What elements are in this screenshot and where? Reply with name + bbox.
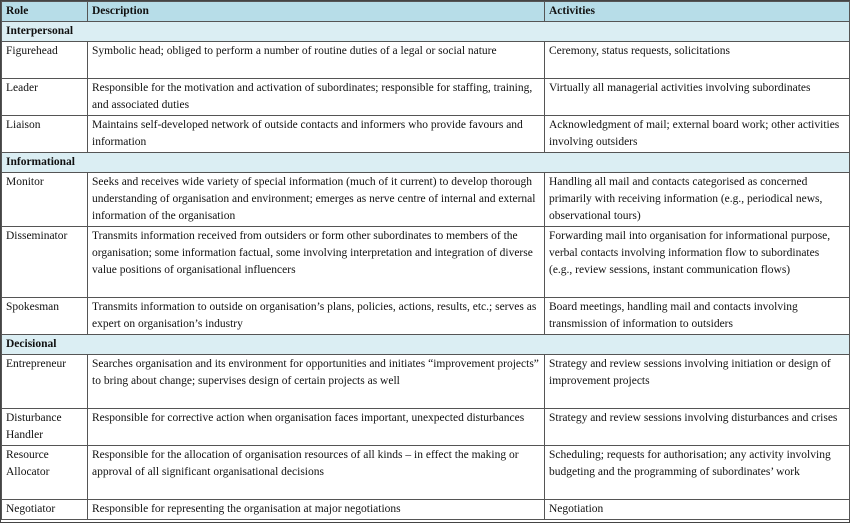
section-title: Interpersonal	[2, 22, 850, 42]
role-cell: Negotiator	[2, 500, 88, 520]
description-cell: Seeks and receives wide variety of special information (much of it current) to develop thorough understanding of organisation and environment; emerges as nerve centre of internal and external information of the organisation	[88, 173, 545, 227]
section-title: Informational	[2, 153, 850, 173]
role-cell: Figurehead	[2, 42, 88, 79]
table-row	[2, 173, 850, 227]
header-activities: Activities	[545, 2, 850, 22]
activities-cell: Board meetings, handling mail and contacts involving transmission of information to outsiders	[545, 298, 850, 335]
managerial-roles-table	[1, 1, 850, 520]
section-row-informational	[2, 153, 850, 173]
activities-cell: Acknowledgment of mail; external board work; other activities involving outsiders	[545, 116, 850, 153]
role-cell: Entrepreneur	[2, 355, 88, 409]
role-cell: Liaison	[2, 116, 88, 153]
activities-cell: Forwarding mail into organisation for informational purpose, verbal contacts involving information flow to subordinates (e.g., review sessions, instant communication flows)	[545, 227, 850, 298]
table-row	[2, 446, 850, 500]
section-row-decisional	[2, 335, 850, 355]
section-title: Decisional	[2, 335, 850, 355]
role-cell: Monitor	[2, 173, 88, 227]
description-cell: Symbolic head; obliged to perform a number of routine duties of a legal or social nature	[88, 42, 545, 79]
activities-cell: Strategy and review sessions involving disturbances and crises	[545, 409, 850, 446]
table-row	[2, 409, 850, 446]
activities-cell: Negotiation	[545, 500, 850, 520]
role-cell: Leader	[2, 79, 88, 116]
table-row	[2, 298, 850, 335]
table-row	[2, 116, 850, 153]
role-cell: Disseminator	[2, 227, 88, 298]
table-header-row	[2, 2, 850, 22]
table-row	[2, 79, 850, 116]
role-cell: Disturbance Handler	[2, 409, 88, 446]
table-row	[2, 355, 850, 409]
activities-cell: Scheduling; requests for authorisation; any activity involving budgeting and the programming of subordinates’ work	[545, 446, 850, 500]
description-cell: Transmits information to outside on organisation’s plans, policies, actions, results, etc.; serves as expert on organisation’s industry	[88, 298, 545, 335]
table-row	[2, 227, 850, 298]
description-cell: Responsible for the allocation of organisation resources of all kinds – in effect the making or approval of all significant organisational decisions	[88, 446, 545, 500]
activities-cell: Handling all mail and contacts categorised as concerned primarily with receiving information (e.g., periodical news, observational tours)	[545, 173, 850, 227]
activities-cell: Virtually all managerial activities involving subordinates	[545, 79, 850, 116]
table-row	[2, 500, 850, 520]
role-cell: Spokesman	[2, 298, 88, 335]
activities-cell: Ceremony, status requests, solicitations	[545, 42, 850, 79]
description-cell: Responsible for the motivation and activation of subordinates; responsible for staffing, training, and associated duties	[88, 79, 545, 116]
role-cell: Resource Allocator	[2, 446, 88, 500]
table-row	[2, 42, 850, 79]
description-cell: Transmits information received from outsiders or form other subordinates to members of the organisation; some information factual, some involving interpretation and integration of diverse value positions of organisational influencers	[88, 227, 545, 298]
section-row-interpersonal	[2, 22, 850, 42]
header-description: Description	[88, 2, 545, 22]
header-role: Role	[2, 2, 88, 22]
description-cell: Searches organisation and its environment for opportunities and initiates “improvement projects” to bring about change; supervises design of certain projects as well	[88, 355, 545, 409]
description-cell: Responsible for representing the organisation at major negotiations	[88, 500, 545, 520]
description-cell: Maintains self-developed network of outside contacts and informers who provide favours and information	[88, 116, 545, 153]
description-cell: Responsible for corrective action when organisation faces important, unexpected disturbances	[88, 409, 545, 446]
activities-cell: Strategy and review sessions involving initiation or design of improvement projects	[545, 355, 850, 409]
